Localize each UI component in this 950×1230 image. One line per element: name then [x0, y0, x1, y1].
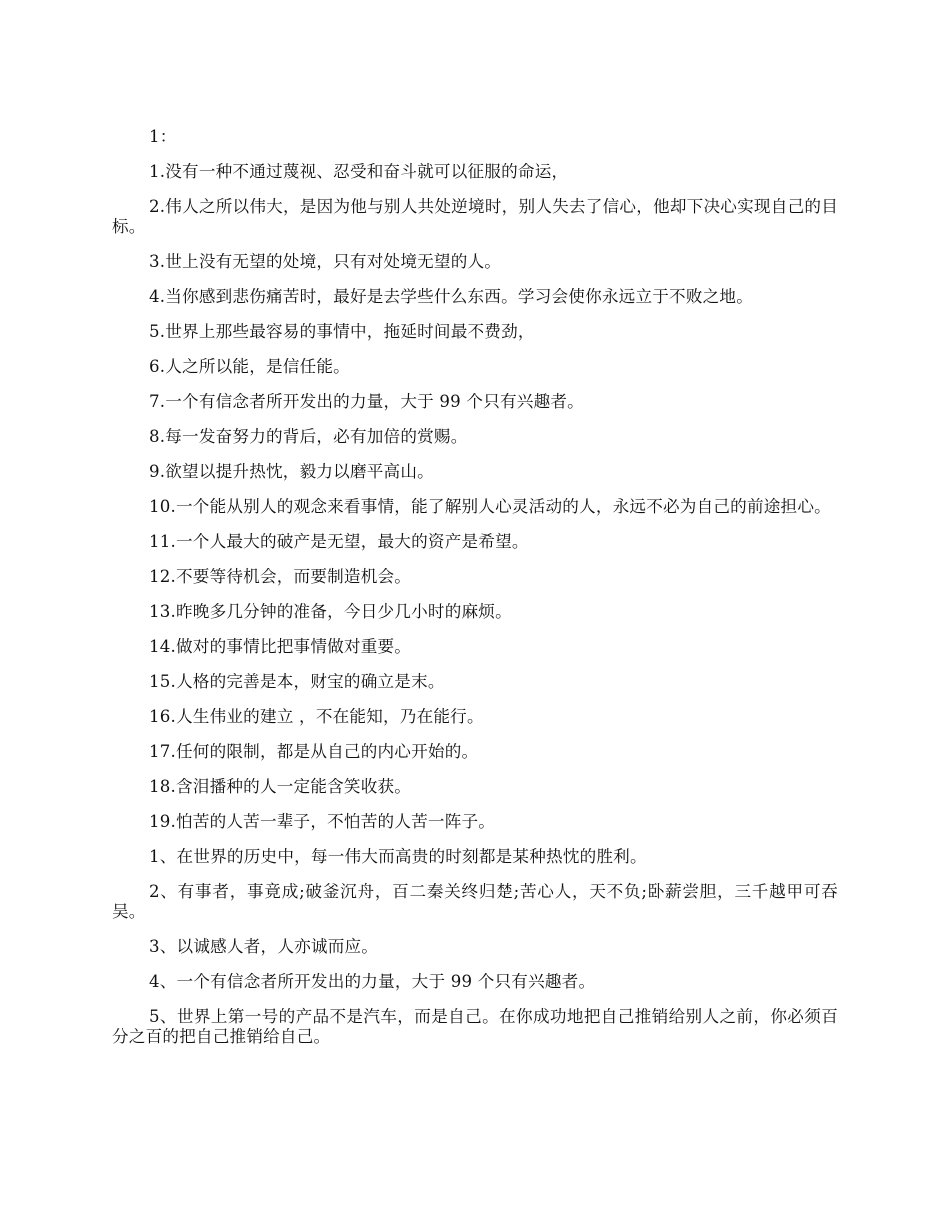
paragraph: 7.一个有信念者所开发出的力量，大于 99 个只有兴趣者。 [149, 392, 584, 411]
paragraph: 11.一个人最大的破产是无望，最大的资产是希望。 [149, 532, 529, 551]
paragraph: 2.伟人之所以伟大，是因为他与别人共处逆境时，别人失去了信心，他却下决心实现自己的目标。 [112, 197, 838, 236]
section-heading: 1： [149, 127, 177, 146]
paragraph: 13.昨晚多几分钟的准备，今日少几小时的麻烦。 [149, 602, 512, 621]
paragraph: 14.做对的事情比把事情做对重要。 [149, 637, 412, 656]
document-body [112, 127, 838, 1062]
paragraph: 4.当你感到悲伤痛苦时，最好是去学些什么东西。学习会使你永远立于不败之地。 [149, 287, 754, 306]
paragraph: 17.任何的限制，都是从自己的内心开始的。 [149, 742, 479, 761]
paragraph: 5.世界上那些最容易的事情中，拖延时间最不费劲， [149, 322, 535, 341]
paragraph: 1.没有一种不通过蔑视、忍受和奋斗就可以征服的命运， [149, 162, 569, 181]
paragraph: 3、以诚感人者，人亦诚而应。 [149, 937, 379, 956]
paragraph: 18.含泪播种的人一定能含笑收获。 [149, 777, 412, 796]
paragraph: 19.怕苦的人苦一辈子，不怕苦的人苦一阵子。 [149, 812, 496, 831]
paragraph: 4、一个有信念者所开发出的力量，大于 99 个只有兴趣者。 [149, 972, 596, 991]
paragraph: 6.人之所以能，是信任能。 [149, 357, 350, 376]
paragraph: 1、在世界的历史中，每一伟大而高贵的时刻都是某种热忱的胜利。 [149, 847, 647, 866]
paragraph: 2、有事者，事竟成;破釜沉舟，百二秦关终归楚;苦心人，天不负;卧薪尝胆，三千越甲可吞吴。 [112, 882, 838, 921]
paragraph: 3.世上没有无望的处境，只有对处境无望的人。 [149, 252, 502, 271]
paragraph: 16.人生伟业的建立 ，不在能知，乃在能行。 [149, 707, 484, 726]
paragraph: 15.人格的完善是本，财宝的确立是末。 [149, 672, 445, 691]
paragraph: 9.欲望以提升热忱，毅力以磨平高山。 [149, 462, 434, 481]
paragraph: 12.不要等待机会，而要制造机会。 [149, 567, 412, 586]
paragraph: 5、世界上第一号的产品不是汽车，而是自己。在你成功地把自己推销给别人之前，你必须百分之百的把自己推销给自己。 [112, 1007, 838, 1046]
paragraph: 8.每一发奋努力的背后，必有加倍的赏赐。 [149, 427, 468, 446]
paragraph: 10.一个能从别人的观念来看事情，能了解别人心灵活动的人，永远不必为自己的前途担心。 [149, 497, 831, 516]
